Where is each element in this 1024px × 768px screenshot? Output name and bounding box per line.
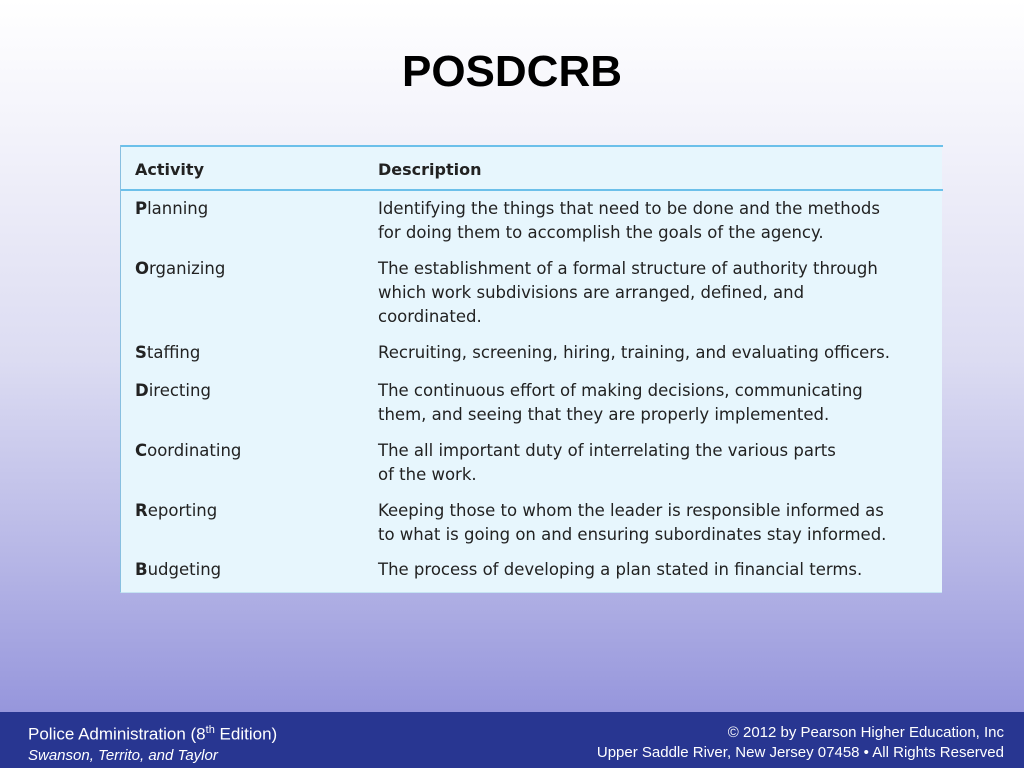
description-line: The process of developing a plan stated in financial terms. bbox=[378, 560, 863, 579]
activity-rest: irecting bbox=[148, 381, 211, 400]
activity-rest: oordinating bbox=[147, 441, 242, 460]
description-cell bbox=[378, 439, 928, 487]
activity-cell bbox=[135, 341, 200, 365]
slide-footer bbox=[0, 712, 1024, 768]
posdcrb-table bbox=[120, 145, 942, 593]
description-cell bbox=[378, 257, 928, 329]
activity-initial: R bbox=[135, 501, 148, 520]
description-line: to what is going on and ensuring subordinates stay informed. bbox=[378, 525, 887, 544]
description-line: The continuous effort of making decisions, communicating bbox=[378, 381, 863, 400]
description-cell bbox=[378, 499, 928, 547]
activity-cell bbox=[135, 197, 208, 221]
activity-initial: C bbox=[135, 441, 148, 460]
description-line: coordinated. bbox=[378, 307, 482, 326]
activity-initial: B bbox=[135, 560, 148, 579]
activity-rest: udgeting bbox=[147, 560, 222, 579]
book-title bbox=[28, 724, 277, 745]
activity-rest: taffing bbox=[146, 343, 201, 362]
description-cell bbox=[378, 197, 928, 245]
activity-initial: O bbox=[135, 259, 150, 278]
description-line: The all important duty of interrelating the various parts bbox=[378, 441, 836, 460]
activity-initial: P bbox=[135, 199, 148, 218]
description-line: Identifying the things that need to be done and the methods bbox=[378, 199, 880, 218]
activity-cell bbox=[135, 558, 221, 582]
description-line: which work subdivisions are arranged, defined, and bbox=[378, 283, 805, 302]
table-header bbox=[121, 145, 943, 191]
column-header-description: Description bbox=[378, 160, 482, 179]
activity-cell bbox=[135, 439, 241, 463]
description-line: Keeping those to whom the leader is responsible informed as bbox=[378, 501, 884, 520]
column-header-activity: Activity bbox=[135, 160, 204, 179]
description-cell bbox=[378, 341, 928, 365]
description-cell bbox=[378, 379, 928, 427]
description-line: them, and seeing that they are properly implemented. bbox=[378, 405, 830, 424]
description-cell bbox=[378, 558, 928, 582]
publisher-address: Upper Saddle River, New Jersey 07458 • All Rights Reserved bbox=[596, 744, 1004, 761]
book-title-prefix: Police Administration (8 bbox=[28, 724, 206, 744]
activity-cell bbox=[135, 499, 217, 523]
activity-cell bbox=[135, 257, 225, 281]
activity-initial: D bbox=[135, 381, 149, 400]
activity-rest: rganizing bbox=[149, 259, 226, 278]
description-line: The establishment of a formal structure of authority through bbox=[378, 259, 878, 278]
book-title-superscript: th bbox=[205, 724, 215, 736]
book-title-suffix: Edition) bbox=[214, 724, 278, 744]
description-line: Recruiting, screening, hiring, training, and evaluating officers. bbox=[378, 343, 890, 362]
slide-title: POSDCRB bbox=[401, 47, 623, 96]
description-line: of the work. bbox=[378, 465, 477, 484]
copyright-notice: © 2012 by Pearson Higher Education, Inc bbox=[727, 724, 1004, 741]
activity-rest: lanning bbox=[147, 199, 209, 218]
activity-cell bbox=[135, 379, 211, 403]
activity-rest: eporting bbox=[147, 501, 218, 520]
book-authors: Swanson, Territo, and Taylor bbox=[28, 747, 218, 764]
activity-initial: S bbox=[135, 343, 147, 362]
description-line: for doing them to accomplish the goals of the agency. bbox=[378, 223, 824, 242]
